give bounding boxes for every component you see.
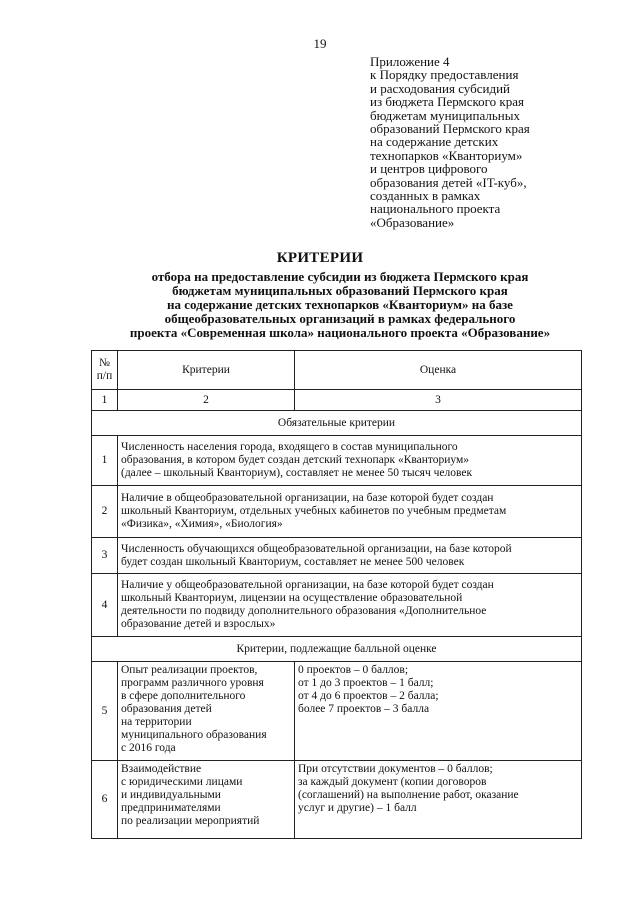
text-line: будет создан школьный Кванториум, составляет не менее 500 человек — [121, 555, 465, 568]
text-line: в сфере дополнительного — [121, 690, 246, 702]
text-line: Численность обучающихся общеобразовательной организации, на базе которой — [121, 542, 512, 555]
table-row — [92, 662, 582, 761]
appendix-line: образований Пермского края — [370, 121, 530, 137]
text-line: При отсутствии документов – 0 баллов; — [298, 763, 493, 775]
subtitle-line: отбора на предоставление субсидии из бюджета Пермского края — [151, 269, 529, 284]
section-row-scored — [92, 637, 582, 662]
text-line: «Физика», «Химия», «Биология» — [121, 518, 283, 530]
appendix-line: на содержание детских — [370, 134, 499, 150]
text-line: программ различного уровня — [121, 677, 264, 689]
evaluation-text — [295, 662, 582, 761]
table-index-row — [92, 390, 582, 411]
text-line: Наличие в общеобразовательной организации, на базе которой будет создан — [121, 492, 494, 504]
text-line: Численность населения города, входящего в состав муниципального — [121, 441, 458, 453]
appendix-header — [370, 55, 600, 229]
header-number-line: № — [99, 357, 110, 369]
text-line: предпринимателями — [121, 802, 221, 814]
text-line: более 7 проектов – 3 балла — [298, 703, 430, 715]
subtitle-line: общеобразовательных организаций в рамках федерального — [164, 311, 516, 326]
text-line: (далее – школьный Кванториум), составляет не менее 50 тысяч человек — [121, 467, 473, 479]
table-row — [92, 436, 582, 486]
appendix-line: «Образование» — [370, 214, 455, 230]
evaluation-text — [295, 761, 582, 839]
section-row-mandatory — [92, 411, 582, 436]
row-number: 6 — [92, 761, 118, 839]
section-title: Обязательные критерии — [92, 411, 582, 436]
subtitle-line: бюджетам муниципальных образований Пермского края — [172, 283, 508, 298]
table-row — [92, 761, 582, 839]
row-number: 3 — [92, 538, 118, 574]
text-line: образования детей — [121, 703, 212, 715]
text-line: услуг и другие) – 1 балл — [298, 802, 417, 814]
text-line: школьный Кванториум, лицензии на осуществление образовательной — [121, 592, 463, 604]
row-number: 5 — [92, 662, 118, 761]
text-line: по реализации мероприятий — [121, 815, 260, 827]
table-row — [92, 486, 582, 538]
appendix-line: и центров цифрового — [370, 161, 488, 177]
index-cell: 2 — [118, 390, 295, 411]
appendix-line: образования детей «IT-куб», — [370, 174, 527, 190]
appendix-line: и расходования субсидий — [370, 80, 510, 96]
criterion-text — [118, 486, 582, 538]
text-line: от 4 до 6 проектов – 2 балла; — [298, 690, 439, 702]
text-line: 0 проектов – 0 баллов; — [298, 664, 409, 676]
header-number — [92, 351, 118, 390]
header-evaluation: Оценка — [295, 351, 582, 390]
appendix-line: национального проекта — [370, 201, 501, 217]
header-criteria: Критерии — [118, 351, 295, 390]
row-number: 1 — [92, 436, 118, 486]
header-number-line: п/п — [96, 370, 113, 382]
text-line: (соглашений) на выполнение работ, оказание — [298, 789, 519, 801]
criterion-text — [118, 538, 582, 574]
table-row — [92, 538, 582, 574]
text-line: на территории — [121, 716, 192, 728]
appendix-line: Приложение 4 — [370, 54, 450, 69]
page-number: 19 — [313, 36, 327, 51]
section-title: Критерии, подлежащие балльной оценке — [92, 637, 582, 662]
text-line: Взаимодействие — [121, 763, 202, 775]
index-cell: 3 — [295, 390, 582, 411]
appendix-line: к Порядку предоставления — [370, 67, 519, 83]
text-line: и индивидуальными — [121, 789, 221, 801]
table-header-row — [92, 351, 582, 390]
criterion-text — [118, 761, 295, 839]
text-line: образование детей и взрослых» — [121, 618, 276, 630]
text-line: с 2016 года — [121, 742, 176, 754]
document-title: КРИТЕРИИ — [276, 250, 364, 266]
criterion-text — [118, 662, 295, 761]
subtitle-line: проекта «Современная школа» национального проекта «Образование» — [129, 325, 551, 340]
document-subtitle — [60, 270, 620, 340]
criterion-text — [118, 574, 582, 637]
appendix-line: из бюджета Пермского края — [370, 94, 525, 110]
text-line: Опыт реализации проектов, — [121, 664, 258, 676]
index-cell: 1 — [92, 390, 118, 411]
text-line: Наличие у общеобразовательной организации, на базе которой будет создан — [121, 579, 494, 591]
table-row — [92, 574, 582, 637]
criterion-text — [118, 436, 582, 486]
text-line: от 1 до 3 проектов – 1 балл; — [298, 677, 434, 689]
text-line: деятельности по подвиду дополнительного образования «Дополнительное — [121, 605, 487, 617]
text-line: школьный Кванториум, отдельных учебных кабинетов по учебным предметам — [121, 505, 507, 517]
appendix-line: созданных в рамках — [370, 188, 481, 204]
appendix-line: бюджетам муниципальных — [370, 107, 520, 123]
row-number: 4 — [92, 574, 118, 637]
subtitle-line: на содержание детских технопарков «Кванториум» на базе — [167, 297, 513, 312]
text-line: с юридическими лицами — [121, 776, 243, 788]
text-line: муниципального образования — [121, 729, 267, 741]
row-number: 2 — [92, 486, 118, 538]
criteria-table — [91, 350, 582, 839]
text-line: за каждый документ (копии договоров — [298, 776, 487, 788]
appendix-line: технопарков «Кванториум» — [370, 147, 523, 163]
text-line: образования, в котором будет создан детский технопарк «Кванториум» — [121, 454, 470, 466]
